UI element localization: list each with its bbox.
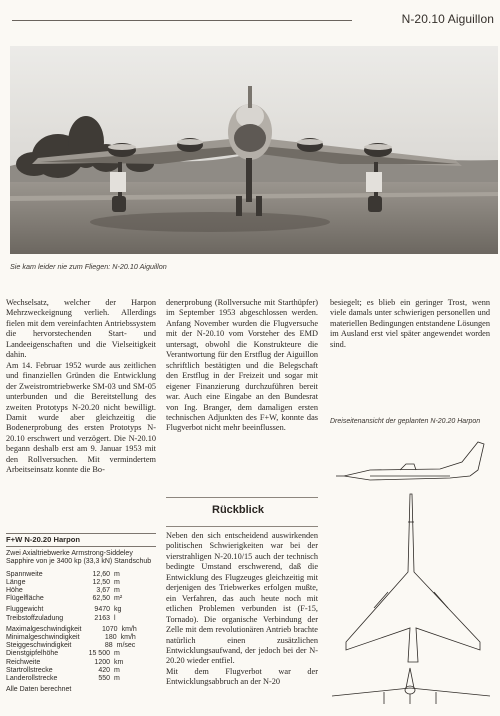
spec-label: Reichweite — [6, 658, 41, 666]
spec-unit: m — [114, 650, 120, 658]
spec-value: 9470 — [94, 606, 110, 614]
spec-label: Landerollstrecke — [6, 675, 58, 683]
page-title: N-20.10 Aiguillon — [401, 12, 494, 26]
text-column-1 — [6, 298, 156, 476]
paragraph: Neben den sich entscheidend auswirkenden politischen Schwierigkeiten war bei der vierstrahligen N-20.10/15 auch der technisch bedingte Umstand erschwerend, daß die Entwicklung des Flugzeuges gleichzeitig mit derjenigen des Triebwerkes erfolgen mußte, ein Verfahren, das auch heute noch mit etlichen Problemen verbunden ist (F-15, Tornado). Die organische Verbindung der Zelle mit dem revolutionären Antrieb brachte natürlich einen zusätzlichen Entwicklungsaufwand, der jedoch bei der N-20.20 wieder entfiel. — [166, 531, 318, 666]
paragraph: Am 14. Februar 1952 wurde aus zeitlichen und finanziellen Gründen die Entwicklung der Zweistromtriebwerke SM-03 und SM-05 unterbunden und die Bereitstellung des zweiten Prototyps N-20.20 nicht bewilligt. Damit wurde aber gleichzeitig die Bodenerprobung des ersten Prototyps N-20.10 erschwert und verzögert. Die N-20.10 begann deshalb erst am 9. Januar 1953 mit den Rollversuchen. Mit vermindertem Arbeitseinsatz konnte die Bo- — [6, 360, 156, 475]
spec-unit: m — [114, 675, 120, 683]
paragraph: besiegelt; es blieb ein geringer Trost, wenn viele damals unter schwierigen personellen und materiellen Bedingungen entstandene Lösungen im Ausland erst viel später angewendet worden sind. — [330, 298, 490, 349]
spec-value: 1070 — [101, 625, 118, 633]
spec-unit: m — [114, 666, 120, 674]
specs-group-weights — [6, 606, 156, 622]
spec-label: Spannweite — [6, 570, 43, 578]
spec-unit: kg — [114, 606, 122, 614]
aircraft-photo — [10, 46, 498, 254]
spec-row — [6, 675, 156, 683]
spec-value: 3,67 — [96, 587, 110, 595]
specs-engine: Zwei Axialtriebwerke Armstrong-Siddeley Sapphire von je 3400 kp (33,3 kN) Standschub — [6, 550, 152, 566]
spec-unit: m² — [114, 595, 123, 603]
spec-row — [6, 606, 156, 614]
spec-row — [6, 587, 156, 595]
three-view-drawing — [330, 432, 495, 708]
spec-row — [6, 595, 156, 603]
spec-value: 62,50 — [92, 595, 110, 603]
spec-unit: km/h — [120, 634, 136, 642]
spec-unit: m/sec — [116, 642, 136, 650]
specs-title: F+W N-20.20 Harpon — [6, 533, 156, 547]
spec-label: Maximalgeschwindigkeit — [6, 625, 82, 633]
spec-value: 12,50 — [92, 578, 110, 586]
page-header — [0, 0, 500, 46]
spec-value: 2163 — [94, 614, 110, 622]
spec-unit: m — [114, 578, 120, 586]
drawing-caption: Dreiseitenansicht der geplanten N-20.20 Harpon — [330, 418, 481, 425]
header-rule — [12, 20, 352, 21]
spec-label: Höhe — [6, 587, 23, 595]
spec-row — [6, 579, 156, 587]
spec-label: Flügelfläche — [6, 595, 44, 603]
spec-value: 1200 — [94, 658, 110, 666]
spec-label: Treibstoffzuladung — [6, 614, 64, 622]
spec-row — [6, 571, 156, 579]
spec-unit: m — [114, 570, 120, 578]
spec-unit: m — [114, 587, 120, 595]
spec-label: Steiggeschwindigkeit — [6, 642, 72, 650]
spec-unit: km — [114, 658, 124, 666]
spec-row — [6, 615, 156, 623]
spec-row — [6, 667, 156, 675]
spec-label: Fluggewicht — [6, 606, 44, 614]
spec-label: Länge — [6, 578, 26, 586]
paragraph: Wechselsatz, welcher der Harpon Mehrzweckeignung verlieh. Allerdings fielen mit dem vereinfachten Antriebssystem die hervorstechenden Start- und Landeeigenschaften und die Vielseitigkeit dahin. — [6, 298, 156, 360]
section-heading-box — [166, 497, 318, 527]
spec-unit: l — [114, 614, 116, 622]
section-title: Rückblick — [212, 504, 264, 516]
specs-box — [6, 533, 156, 694]
text-column-2-section — [166, 531, 318, 688]
spec-row — [6, 642, 156, 650]
spec-label: Dienstgipfelhöhe — [6, 650, 59, 658]
spec-value: 550 — [98, 675, 110, 683]
spec-value: 15 500 — [88, 650, 110, 658]
spec-row — [6, 626, 156, 634]
specs-group-dimensions — [6, 571, 156, 604]
spec-value: 88 — [104, 642, 113, 650]
paragraph: denerprobung (Rollversuche mit Starthüpfer) im September 1953 abgeschlossen werden. Anfang November wurden die Flugversuche mit der N-20.10 vom Vorsteher des EMD untersagt, obwohl die Konstrukteure die Verantwortung für den Erstflug der Aiguillon schriftlich bestätigten und die Belegschaft den Erstflug in der Freizeit und sogar mit eigener Finanzierung durchzuführen bereit war. Auch eine Eingabe an den Bundesrat von Ing. Branger, dem damaligen ersten technischen Adjunkten des F+W, konnte das Flugverbot nicht mehr beeinflussen. — [166, 298, 318, 433]
spec-row — [6, 650, 156, 658]
photo-caption: Sie kam leider nie zum Fliegen: N-20.10 Aiguillon — [10, 262, 167, 271]
spec-label: Minimalgeschwindigkeit — [6, 634, 80, 642]
spec-label: Startrollstrecke — [6, 666, 53, 674]
text-column-3 — [330, 298, 490, 350]
spec-value: 180 — [104, 634, 117, 642]
text-column-2 — [166, 298, 318, 434]
paragraph: Mit dem Flugverbot war der Entwicklungsabbruch an der N-20 — [166, 666, 318, 687]
spec-value: 420 — [98, 666, 110, 674]
specs-group-performance — [6, 626, 156, 683]
spec-row — [6, 634, 156, 642]
spec-value: 12,60 — [92, 570, 110, 578]
specs-note: Alle Daten berechnet — [6, 686, 72, 694]
spec-unit: km/h — [121, 625, 137, 633]
spec-row — [6, 659, 156, 667]
